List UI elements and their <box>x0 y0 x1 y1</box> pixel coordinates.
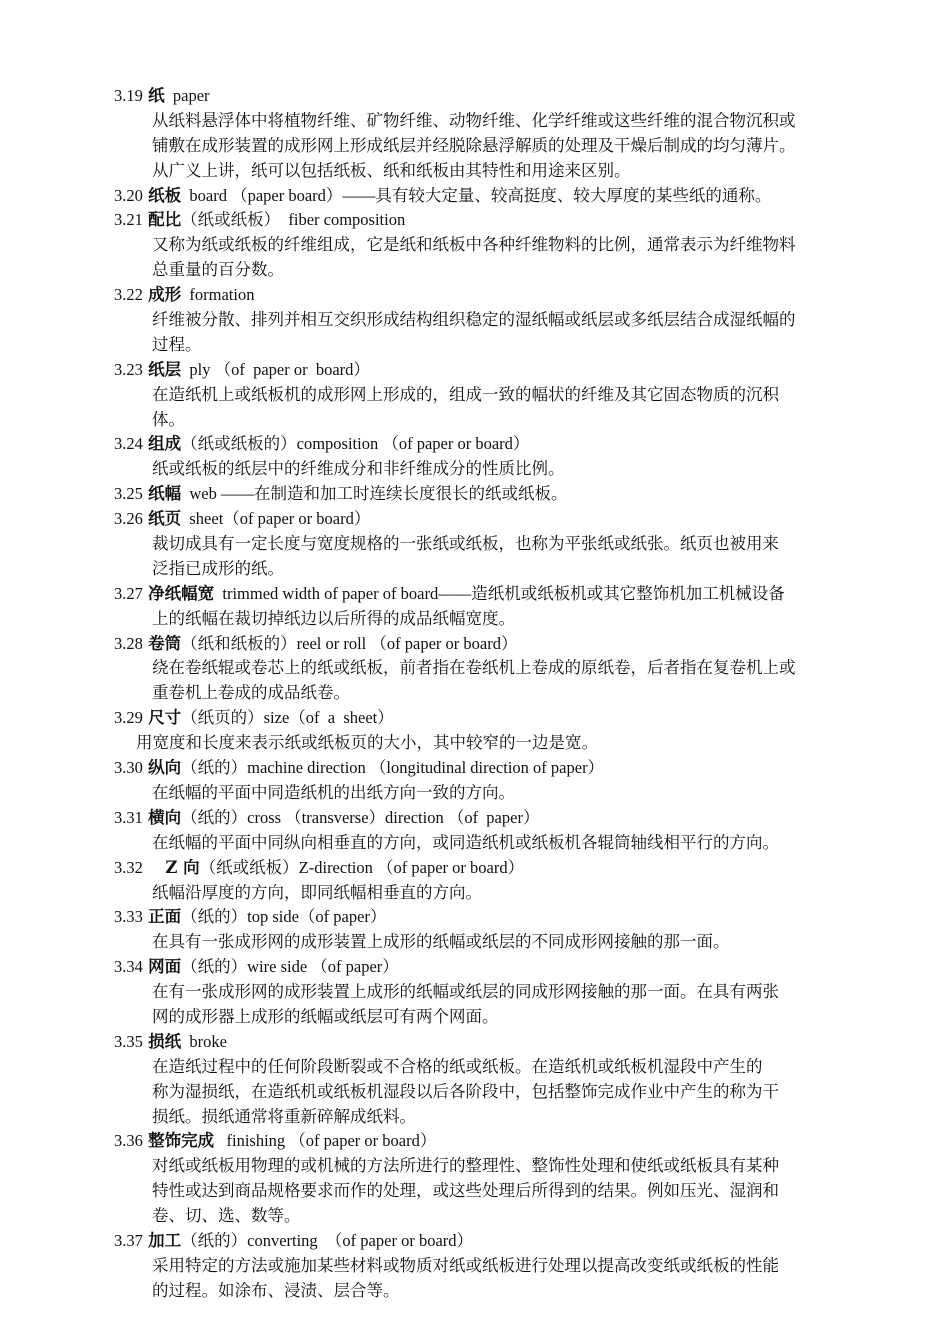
definition-text <box>152 930 912 955</box>
term-qualifier: sheet（of paper or board） <box>181 509 371 529</box>
definition-line: 纸或纸板的纸层中的纤维成分和非纤维成分的性质比例。 <box>152 459 565 479</box>
entry-heading <box>114 507 914 532</box>
clause-number: 3.20 <box>114 185 143 205</box>
term-entry <box>114 84 914 184</box>
definition-text <box>152 383 912 433</box>
clause-number: 3.36 <box>114 1131 143 1151</box>
clause-number: 3.33 <box>114 907 143 927</box>
entry-heading <box>114 905 914 930</box>
definition-line: 的过程。如涂布、浸渍、层合等。 <box>152 1280 400 1300</box>
term-entry <box>114 1229 914 1304</box>
definition-text <box>152 532 912 582</box>
term-qualifier: ply （of paper or board） <box>181 359 370 379</box>
definition-text <box>136 731 896 756</box>
term-name: 横向 <box>148 807 182 827</box>
clause-number: 3.34 <box>114 957 143 977</box>
term-entry <box>114 955 914 1030</box>
definition-line: 特性或达到商品规格要求而作的处理，或这些处理后所得到的结果。例如压光、湿润和 <box>152 1181 779 1201</box>
term-name: 纸 <box>148 86 165 105</box>
term-qualifier: web ——在制造和加工时连续长度很长的纸或纸板。 <box>181 484 568 504</box>
term-qualifier: finishing （of paper or board） <box>214 1131 437 1151</box>
term-qualifier: （纸的）machine direction （longitudinal direction of paper） <box>181 758 605 778</box>
term-name: 成形 <box>148 285 182 305</box>
definition-line: 体。 <box>152 409 185 429</box>
clause-number: 3.19 <box>114 86 143 105</box>
clause-number: 3.27 <box>114 583 143 603</box>
term-entry <box>114 208 914 283</box>
definition-line: 损纸。损纸通常将重新碎解成纸料。 <box>152 1106 416 1126</box>
term-name: 损纸 <box>148 1031 182 1051</box>
definition-line: 总重量的百分数。 <box>152 260 284 280</box>
definition-line: 纸幅沿厚度的方向，即同纸幅相垂直的方向。 <box>152 882 482 902</box>
definition-line: 泛指已成形的纸。 <box>152 558 284 578</box>
entry-heading <box>114 283 914 308</box>
definition-text <box>152 607 912 632</box>
definition-text <box>152 1154 912 1229</box>
term-name: 卷筒 <box>148 633 182 653</box>
term-qualifier: （纸页的）size（of a sheet） <box>181 708 394 728</box>
entry-heading <box>114 358 914 383</box>
term-entry <box>114 905 914 955</box>
definition-line: 在纸幅的平面中同纵向相垂直的方向，或同造纸机或纸板机各辊筒轴线相平行的方向。 <box>152 832 779 852</box>
definition-line: 称为湿损纸，在造纸机或纸板机湿段以后各阶段中，包括整饰完成作业中产生的称为干 <box>152 1081 779 1101</box>
entry-heading <box>114 806 914 831</box>
definition-line: 在纸幅的平面中同造纸机的出纸方向一致的方向。 <box>152 782 515 802</box>
entry-heading <box>114 482 914 507</box>
clause-number: 3.26 <box>114 509 143 529</box>
definition-line: 又称为纸或纸板的纤维组成，它是纸和纸板中各种纤维物料的比例，通常表示为纤维物料 <box>152 235 796 255</box>
term-qualifier: （纸或纸板的）composition （of paper or board） <box>181 434 530 454</box>
clause-number: 3.25 <box>114 484 143 504</box>
definition-text <box>152 881 912 906</box>
term-entry <box>114 283 914 358</box>
definition-text <box>152 457 912 482</box>
term-qualifier: paper <box>164 86 210 105</box>
definition-line: 用宽度和长度来表示纸或纸板页的大小，其中较窄的一边是宽。 <box>136 733 598 753</box>
entry-heading <box>114 856 914 881</box>
definition-text <box>152 980 912 1030</box>
definition-text <box>152 1055 912 1130</box>
definition-text <box>152 1254 912 1304</box>
clause-number: 3.30 <box>114 758 143 778</box>
entry-heading <box>114 955 914 980</box>
definition-text <box>152 109 912 184</box>
term-entry <box>114 806 914 856</box>
entry-heading <box>114 208 914 233</box>
definition-line: 纤维被分散、排列并相互交织形成结构组织稳定的湿纸幅或纸层或多纸层结合成湿纸幅的 <box>152 310 796 330</box>
definition-line: 在有一张成形网的成形装置上成形的纸幅或纸层的同成形网接触的那一面。在具有两张 <box>152 982 779 1002</box>
term-entry <box>114 1129 914 1229</box>
term-qualifier: （纸的）wire side （of paper） <box>181 957 399 977</box>
term-entry <box>114 632 914 707</box>
clause-number: 3.23 <box>114 359 143 379</box>
definition-line: 在造纸机上或纸板机的成形网上形成的，组成一致的幅状的纤维及其它固态物质的沉积 <box>152 384 779 404</box>
entry-heading <box>114 582 914 607</box>
term-qualifier: broke <box>181 1031 227 1051</box>
term-entry <box>114 507 914 582</box>
definition-text <box>152 831 912 856</box>
term-entry <box>114 706 914 756</box>
term-qualifier: （纸或纸板）Z-direction （of paper or board） <box>199 857 525 877</box>
term-entry <box>114 482 914 507</box>
clause-number: 3.21 <box>114 210 143 230</box>
clause-number: 3.32 <box>114 857 143 877</box>
term-qualifier: （纸或纸板） fiber composition <box>181 210 406 230</box>
definition-line: 对纸或纸板用物理的或机械的方法所进行的整理性、整饰性处理和使纸或纸板具有某种 <box>152 1156 779 1176</box>
definition-line: 网的成形器上成形的纸幅或纸层可有两个网面。 <box>152 1006 499 1026</box>
definition-line: 从广义上讲，纸可以包括纸板、纸和纸板由其特性和用途来区别。 <box>152 160 631 180</box>
term-name: 净纸幅宽 <box>148 583 215 603</box>
definition-line: 过程。 <box>152 334 202 354</box>
definition-line: 重卷机上卷成的成品纸卷。 <box>152 683 350 703</box>
definition-line: 上的纸幅在裁切掉纸边以后所得的成品纸幅宽度。 <box>152 608 515 628</box>
term-name: 整饰完成 <box>148 1131 215 1151</box>
definition-line: 在具有一张成形网的成形装置上成形的纸幅或纸层的不同成形网接触的那一面。 <box>152 932 730 952</box>
entry-heading <box>114 184 914 209</box>
term-qualifier: （纸的）cross （transverse）direction （of paper） <box>181 807 540 827</box>
definition-line: 卷、切、选、数等。 <box>152 1206 301 1226</box>
clause-number: 3.28 <box>114 633 143 653</box>
term-name: 纸页 <box>148 509 182 529</box>
clause-number: 3.37 <box>114 1230 143 1250</box>
term-name: 配比 <box>148 210 182 230</box>
entry-heading <box>114 1129 914 1154</box>
term-name: 网面 <box>148 957 182 977</box>
document-page <box>114 84 914 1304</box>
definition-line: 在造纸过程中的任何阶段断裂或不合格的纸或纸板。在造纸机或纸板机湿段中产生的 <box>152 1056 763 1076</box>
term-name: 正面 <box>148 907 182 927</box>
term-entry <box>114 358 914 433</box>
definition-text <box>152 233 912 283</box>
term-entry <box>114 184 914 209</box>
definition-text <box>152 308 912 358</box>
definition-line: 裁切成具有一定长度与宽度规格的一张纸或纸板，也称为平张纸或纸张。纸页也被用来 <box>152 534 779 554</box>
entry-heading <box>114 756 914 781</box>
term-name: 纸板 <box>148 185 182 205</box>
term-name: 组成 <box>148 434 182 454</box>
definition-text <box>152 656 912 706</box>
entry-heading <box>114 84 914 109</box>
term-name: 加工 <box>148 1230 182 1250</box>
term-entry <box>114 756 914 806</box>
definition-line: 铺敷在成形装置的成形网上形成纸层并经脱除悬浮解质的处理及干燥后制成的均匀薄片。 <box>152 135 796 155</box>
entry-heading <box>114 1030 914 1055</box>
term-name: 尺寸 <box>148 708 182 728</box>
term-entry <box>114 432 914 482</box>
entry-heading <box>114 432 914 457</box>
term-qualifier: （纸的）top side（of paper） <box>181 907 387 927</box>
term-qualifier: （纸的）converting （of paper or board） <box>181 1230 474 1250</box>
definition-line: 从纸料悬浮体中将植物纤维、矿物纤维、动物纤维、化学纤维或这些纤维的混合物沉积或 <box>152 110 796 130</box>
clause-number: 3.35 <box>114 1031 143 1051</box>
term-qualifier: formation <box>181 285 255 305</box>
clause-number: 3.22 <box>114 285 143 305</box>
term-entry <box>114 856 914 906</box>
entry-heading <box>114 632 914 657</box>
term-qualifier: （纸和纸板的）reel or roll （of paper or board） <box>181 633 518 653</box>
term-qualifier: trimmed width of paper of board——造纸机或纸板机或其它整饰机加工机械设备 <box>214 583 785 603</box>
term-entry <box>114 1030 914 1130</box>
definition-text <box>152 781 912 806</box>
term-name: 纵向 <box>148 758 182 778</box>
term-name: Z 向 <box>148 857 200 877</box>
clause-number: 3.29 <box>114 708 143 728</box>
term-entry <box>114 582 914 632</box>
term-name: 纸层 <box>148 359 182 379</box>
clause-number: 3.31 <box>114 807 143 827</box>
definition-line: 采用特定的方法或施加某些材料或物质对纸或纸板进行处理以提高改变纸或纸板的性能 <box>152 1255 779 1275</box>
term-qualifier: board （paper board）——具有较大定量、较高挺度、较大厚度的某些纸的通称。 <box>181 185 772 205</box>
entry-heading <box>114 1229 914 1254</box>
term-name: 纸幅 <box>148 484 182 504</box>
clause-number: 3.24 <box>114 434 143 454</box>
entry-heading <box>114 706 914 731</box>
definition-line: 绕在卷纸辊或卷芯上的纸或纸板，前者指在卷纸机上卷成的原纸卷，后者指在复卷机上或 <box>152 658 796 678</box>
